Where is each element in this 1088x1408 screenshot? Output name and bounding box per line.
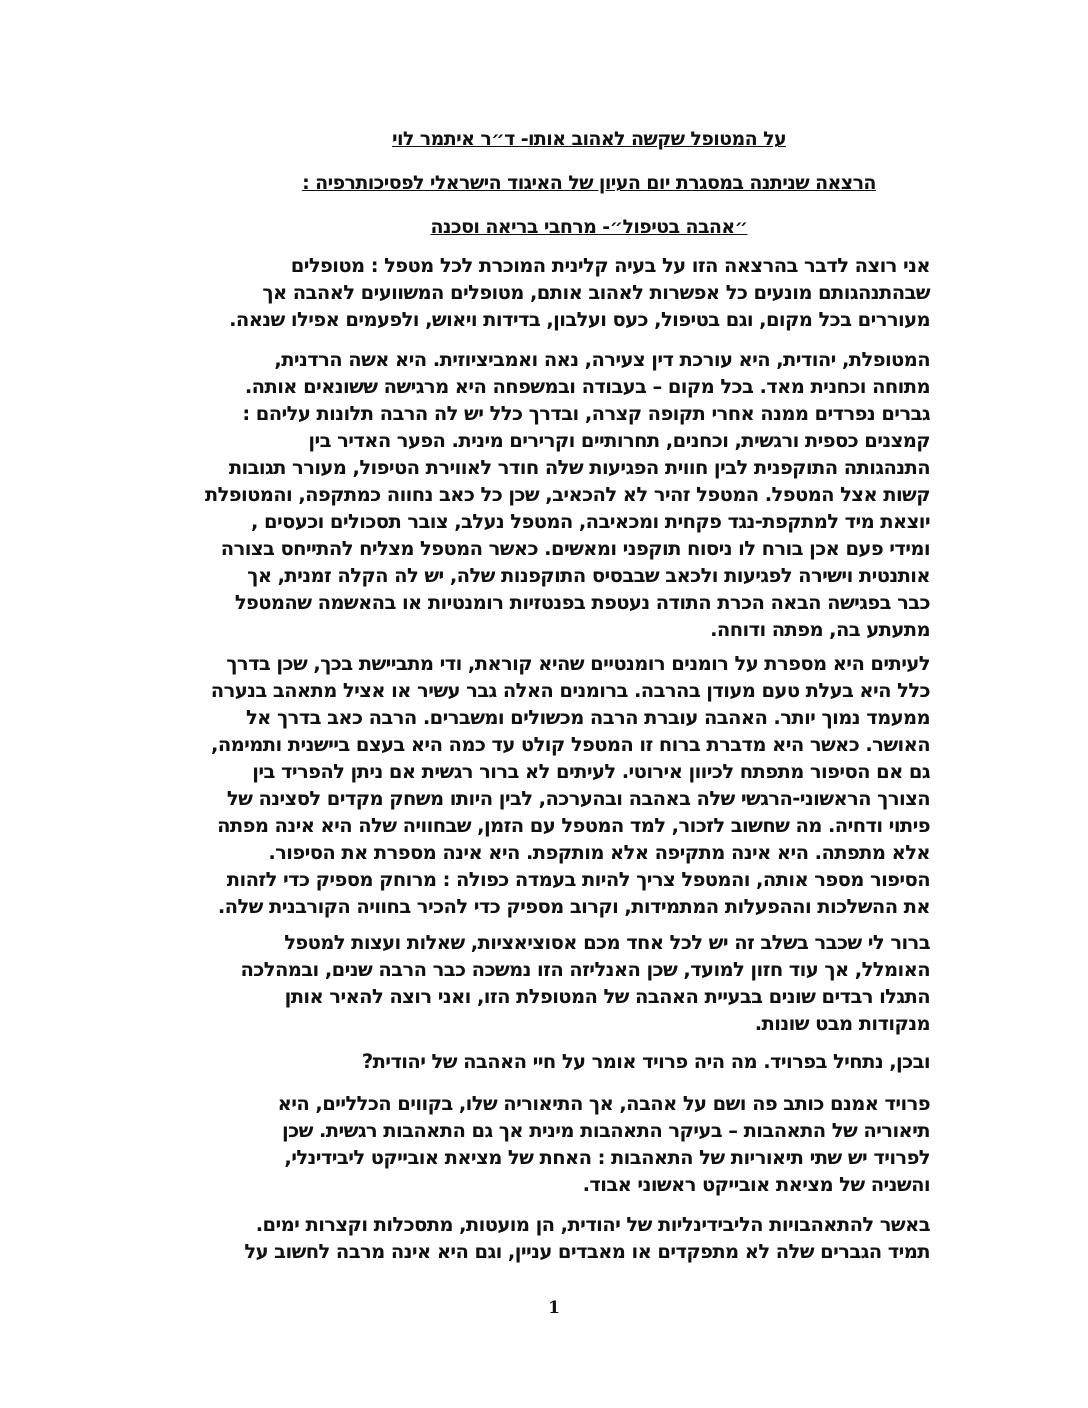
text-line: הסיפור מספר אותה, והמטפל צריך להיות בעמדה כפולה : מרוחק מספיק כדי לזהות xyxy=(226,868,930,891)
text-line: באשר להתאהבויות הליבידינליות של יהודית, הן מועטות, מתסכלות וקצרות ימים. xyxy=(255,1213,930,1236)
text-line: מתעתע בה, מפתה ודוחה. xyxy=(710,618,930,641)
text-line: והשניה של מציאת אובייקט ראשוני אבוד. xyxy=(582,1173,930,1196)
text-line: את ההשלכות וההפעלות המתמידות, וקרוב מספיק כדי להכיר בחוויה הקורבנית שלה. xyxy=(217,895,930,918)
text-line: אני רוצה לדבר בהרצאה הזו על בעיה קלינית המוכרת לכל מטפל : מטופלים xyxy=(290,254,930,277)
text-line: ממעמד נמוך יותר. האהבה עוברת הרבה מכשולים ומשברים. הרבה כאב בדרך אל xyxy=(245,706,930,729)
text-line: יוצאת מיד למתקפת-נגד פקחית ומכאיבה, המטפל נעלב, צובר תסכולים וכעסים , xyxy=(251,510,930,533)
text-line: מעוררים בכל מקום, וגם בטיפול, כעס ועלבון, בדידות ויאוש, ולפעמים אפילו שנאה. xyxy=(229,308,930,331)
text-line: פרויד אמנם כותב פה ושם על אהבה, אך התיאוריה שלו, בקווים הכלליים, היא xyxy=(277,1092,930,1115)
text-line: פיתוי ודחיה. מה שחשוב לזכור, למד המטפל עם הזמן, שבחוויה שלה היא אינה מפתה xyxy=(217,814,930,837)
lecture-theme-title: ״אהבה בטיפול״- מרחבי בריאה וסכנה xyxy=(430,216,748,238)
text-line: הצורך הראשוני-הרגשי שלה באהבה ובהערכה, לבין היותו משחק מקדים לסצינה של xyxy=(226,787,930,810)
text-line: ברור לי שכבר בשלב זה יש לכל אחד מכם אסוציאציות, שאלות ועצות למטפל xyxy=(284,931,930,954)
text-line: ומידי פעם אכן בורח לו ניסוח תוקפני ומאשים. כאשר המטפל מצליח להתייחס בצורה xyxy=(220,537,930,560)
text-line: תיאוריה של התאהבות – בעיקר התאהבות מינית אך גם התאהבות רגשית. שכן xyxy=(282,1119,930,1142)
page-number: 1 xyxy=(548,1298,560,1318)
text-line: התגלו רבדים שונים בבעיית האהבה של המטופלת הזו, ואני רוצה להאיר אותן xyxy=(284,985,930,1008)
text-line: תמיד הגברים שלה לא מתפקדים או מאבדים עניין, וגם היא אינה מרבה לחשוב על xyxy=(244,1240,930,1263)
text-line: גברים נפרדים ממנה אחרי תקופה קצרה, ובדרך כלל יש לה הרבה תלונות עליהם : xyxy=(242,402,930,425)
text-line: האושר. כאשר היא מדברת ברוח זו המטפל קולט עד כמה היא בעצם ביישנית ותמימה, xyxy=(211,733,930,756)
text-line: לעיתים היא מספרת על רומנים רומנטיים שהיא קוראת, ודי מתביישת בכך, שכן בדרך xyxy=(226,652,930,675)
lecture-subtitle: הרצאה שניתנה במסגרת יום העיון של האיגוד הישראלי לפסיכותרפיה : xyxy=(302,172,876,194)
text-line: מתוחה וכחנית מאד. בכל מקום – בעבודה ובמשפחה היא מרגישה ששונאים אותה. xyxy=(244,375,930,398)
text-line: אלא מתפתה. היא אינה מתקיפה אלא מותקפת. היא אינה מספרת את הסיפור. xyxy=(268,841,930,864)
text-line: האומלל, אך עוד חזון למועד, שכן האנליזה הזו נמשכה כבר הרבה שנים, ובמהלכה xyxy=(240,958,930,981)
text-line: אותנטית וישירה לפגיעות ולכאב שבבסיס התוקפנות שלה, יש לה הקלה זמנית, אך xyxy=(247,564,930,587)
text-line: גם אם הסיפור מתפתח לכיוון אירוטי. לעיתים לא ברור רגשית אם ניתן להפריד בין xyxy=(252,760,930,783)
text-line: כלל היא בעלת טעם מעודן בהרבה. ברומנים האלה גבר עשיר או אציל מתאהב בנערה xyxy=(210,679,930,702)
document-title: על המטופל שקשה לאהוב אותו- ד״ר איתמר לוי xyxy=(391,128,787,150)
text-line: מנקודות מבט שונות. xyxy=(754,1012,930,1035)
text-line: קשות אצל המטפל. המטפל זהיר לא להכאיב, שכן כל כאב נחווה כמתקפה, והמטופלת xyxy=(204,483,930,506)
text-line: התנהגותה התוקפנית לבין חווית הפגיעות שלה חודר לאווירת הטיפול, מעורר תגובות xyxy=(228,456,930,479)
text-line: לפרויד יש שתי תיאוריות של התאהבות : האחת של מציאת אובייקט ליבידינלי, xyxy=(284,1146,930,1169)
text-line: כבר בפגישה הבאה הכרת התודה נעטפת בפנטזיות רומנטיות או בהאשמה שהמטפל xyxy=(234,591,930,614)
text-line: קמצנים כספית ורגשית, וכחנים, תחרותיים וקרירים מינית. הפער האדיר בין xyxy=(308,429,930,452)
text-line: המטופלת, יהודית, היא עורכת דין צעירה, נאה ואמביציוזית. היא אשה הרדנית, xyxy=(274,348,930,371)
text-line: שבהתנהגותם מונעים כל אפשרות לאהוב אותם, מטופלים המשוועים לאהבה אך xyxy=(262,281,930,304)
text-line: ובכן, נתחיל בפרויד. מה היה פרויד אומר על חיי האהבה של יהודית? xyxy=(361,1050,930,1073)
